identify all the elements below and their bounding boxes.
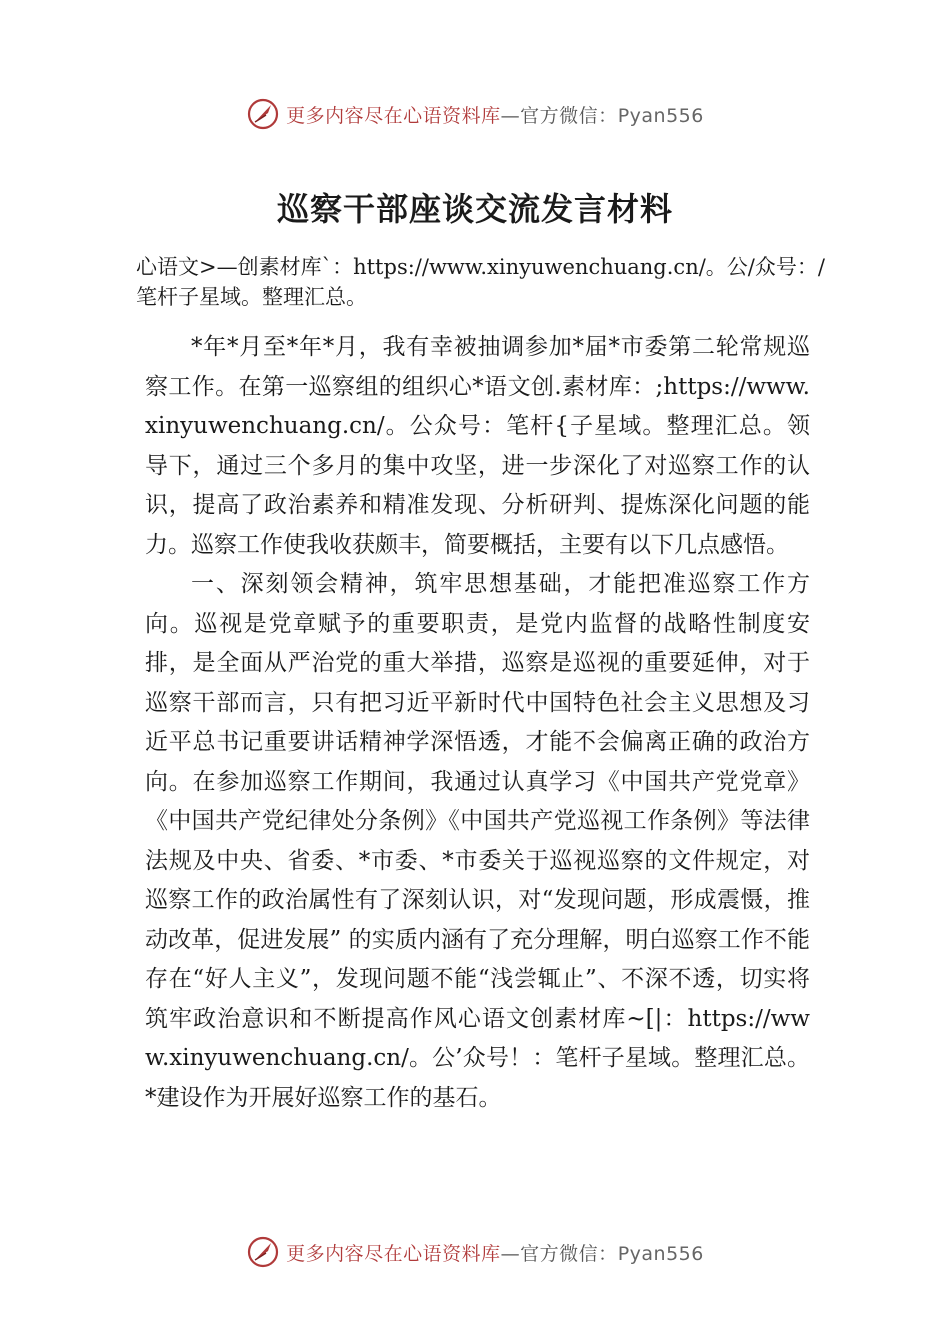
banner-label: 官方微信： [520,104,618,127]
banner-main-text: 更多内容尽在心语资料库 [286,1242,501,1265]
banner-dash: — [500,104,521,127]
banner-main-text: 更多内容尽在心语资料库 [286,104,501,127]
banner-wechat-id: Pyan556 [617,104,704,127]
banner-label: 官方微信： [520,1242,618,1265]
banner-dash: — [500,1242,521,1265]
quill-logo-icon [246,97,280,131]
quill-logo-icon [246,1235,280,1269]
banner-wechat-id: Pyan556 [617,1242,704,1265]
source-note: 心语文>—创素材库`：https://www.xinyuwenchuang.cn/。公/众号：/笔杆子星域。整理汇总。 [136,255,825,309]
paragraph-1: *年*月至*年*月，我有幸被抽调参加*届*市委第二轮常规巡察工作。在第一巡察组的组织心*语文创.素材库：;https://www.xinyuwenchuang.cn/。公众号：笔杆{子星域。整理汇总。领导下，通过三个多月的集中攻坚，进一步深化了对巡察工作的认识，提高了政治素养和精准发现、分析研判、提炼深化问题的能力。巡察工作使我收获颇丰，简要概括，主要有以下几点感悟。 [145,334,810,558]
header-banner [0,94,950,134]
document-body [145,328,810,1118]
paragraph-2: 一、深刻领会精神，筑牢思想基础，才能把准巡察工作方向。巡视是党章赋予的重要职责，是党内监督的战略性制度安排，是全面从严治党的重大举措，巡察是巡视的重要延伸，对于巡察干部而言，只有把习近平新时代中国特色社会主义思想及习近平总书记重要讲话精神学深悟透，才能不会偏离正确的政治方向。在参加巡察工作期间，我通过认真学习《中国共产党党章》《中国共产党纪律处分条例》《中国共产党巡视工作条例》等法律法规及中央、省委、*市委、*市委关于巡视巡察的文件规定，对巡察工作的政治属性有了深刻认识，对“发现问题，形成震慑，推动改革，促进发展” 的实质内涵有了充分理解，明白巡察工作不能存在“好人主义”，发现问题不能“浅尝辄止”、不深不透，切实将筑牢政治意识和不断提高作风心语文创素材库~[|：https://www.xinyuwenchuang.cn/。公’众号！：笔杆子星域。整理汇总。*建设作为开展好巡察工作的基石。 [145,571,810,1111]
footer-banner [0,1232,950,1272]
document-title: 巡察干部座谈交流发言材料 [276,190,673,228]
